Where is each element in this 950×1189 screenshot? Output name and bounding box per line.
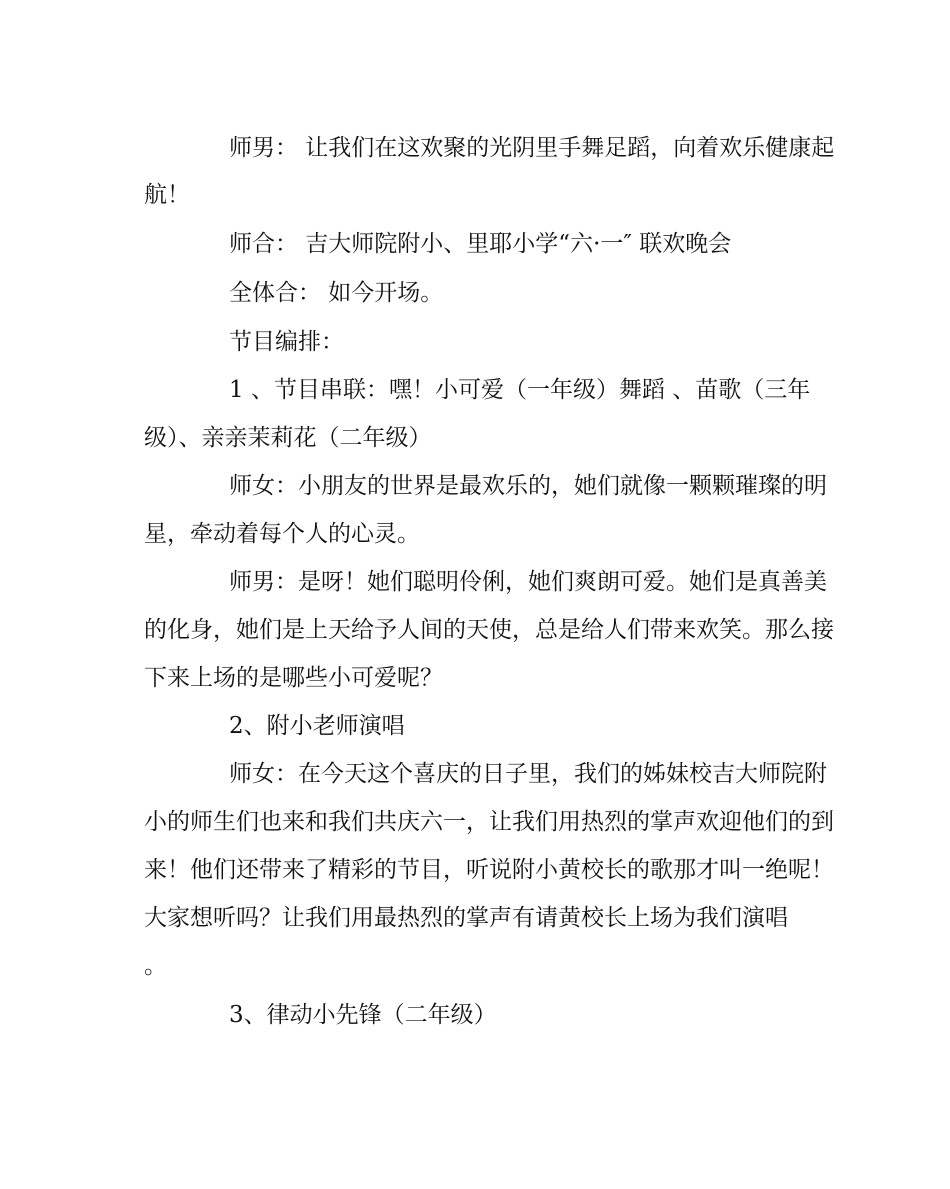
paragraph-line: 下来上场的是哪些小可爱呢？: [144, 665, 443, 691]
paragraph-line: 来！他们还带来了精彩的节目，听说附小黄校长的歌那才叫一绝呢！: [144, 857, 834, 883]
paragraph-line: 航！: [144, 182, 190, 208]
paragraph-line: 1 、节目串联：嘿！小可爱（一年级）舞蹈 、苗歌（三年: [229, 377, 811, 403]
paragraph-line: 师男：是呀！她们聪明伶俐，她们爽朗可爱。她们是真善美: [229, 569, 827, 595]
paragraph-line: 。: [144, 953, 167, 979]
paragraph-line: 小的师生们也来和我们共庆六一，让我们用热烈的掌声欢迎他们的到: [144, 809, 834, 835]
paragraph-line: 大家想听吗？让我们用最热烈的掌声有请黄校长上场为我们演唱: [144, 905, 788, 931]
paragraph-line: 师男： 让我们在这欢聚的光阴里手舞足蹈，向着欢乐健康起: [229, 135, 835, 161]
paragraph-line: 师女：在今天这个喜庆的日子里，我们的姊妹校吉大师院附: [229, 761, 827, 787]
paragraph-line: 的化身，她们是上天给予人间的天使，总是给人们带来欢笑。那么接: [144, 617, 834, 643]
section-heading: 节目编排：: [229, 329, 344, 355]
section-heading: 3、律动小先锋（二年级）: [229, 1002, 497, 1028]
paragraph-line: 级）、亲亲茉莉花（二年级）: [144, 425, 432, 451]
paragraph-line: 师女：小朋友的世界是最欢乐的，她们就像一颗颗璀璨的明: [229, 473, 827, 499]
section-heading: 2、附小老师演唱: [229, 713, 405, 739]
paragraph-line: 师合： 吉大师院附小、里耶小学“六·一″ 联欢晚会: [229, 231, 732, 257]
paragraph-line: 星，牵动着每个人的心灵。: [144, 521, 420, 547]
paragraph-line: 全体合： 如今开场。: [229, 280, 444, 306]
